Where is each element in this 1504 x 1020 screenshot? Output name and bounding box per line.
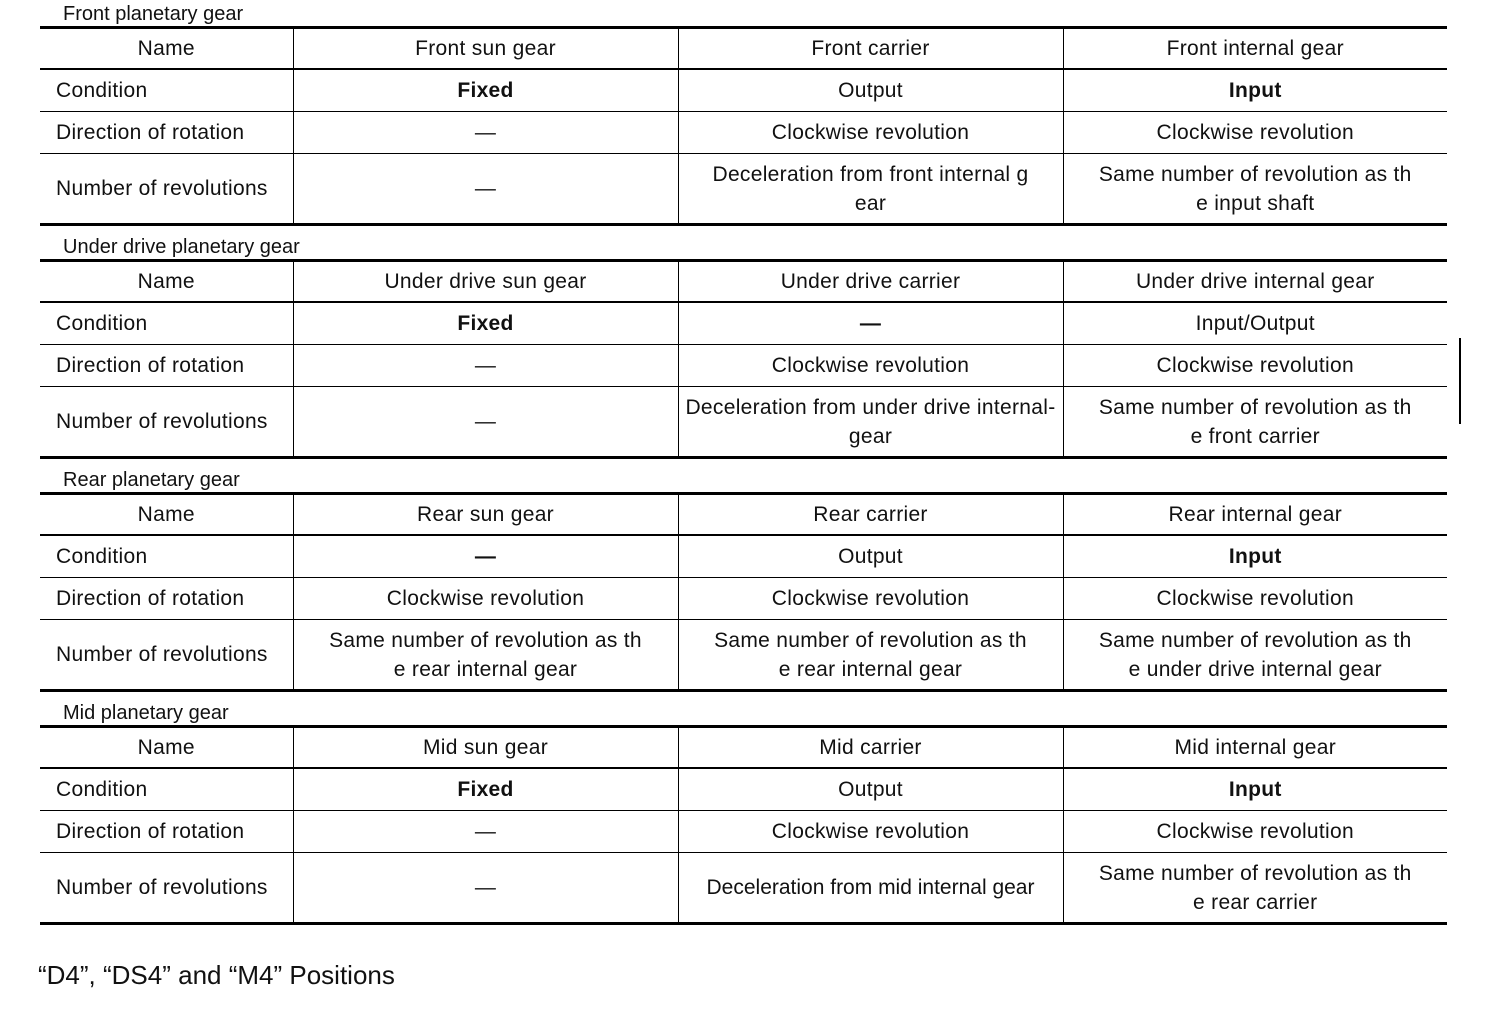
mid-planetary-gear-table <box>40 725 1447 925</box>
table-cell: Front carrier <box>678 28 1063 69</box>
section-title: Under drive planetary gear <box>63 236 300 258</box>
table-row-condition <box>40 535 1447 578</box>
front-planetary-gear-table <box>40 26 1447 226</box>
table-cell: Front sun gear <box>293 28 678 69</box>
table-cell: Fixed <box>293 768 678 811</box>
table-row-revolutions <box>40 853 1447 924</box>
table-row-direction <box>40 112 1447 154</box>
table-cell: Front internal gear <box>1063 28 1447 69</box>
table-cell-wrap: Same number of revolution as th e front carrier <box>1063 387 1447 458</box>
table-cell: Output <box>678 768 1063 811</box>
rear-planetary-gear-table <box>40 492 1447 692</box>
row-label: Name <box>40 28 293 69</box>
row-label: Direction of rotation <box>40 345 293 387</box>
row-label: Number of revolutions <box>40 853 293 924</box>
row-label: Number of revolutions <box>40 154 293 225</box>
table-cell: Input/Output <box>1063 302 1447 345</box>
row-label: Condition <box>40 535 293 578</box>
table-cell: Input <box>1063 768 1447 811</box>
footer-caption: “D4”, “DS4” and “M4” Positions <box>38 960 395 990</box>
row-label: Name <box>40 494 293 535</box>
row-label: Direction of rotation <box>40 811 293 853</box>
table-cell-wrap: Same number of revolution as th e input shaft <box>1063 154 1447 225</box>
table-cell: Clockwise revolution <box>1063 578 1447 620</box>
table-cell: — <box>293 387 678 458</box>
table-cell: Clockwise revolution <box>678 345 1063 387</box>
table-cell: Rear sun gear <box>293 494 678 535</box>
table-cell: Clockwise revolution <box>293 578 678 620</box>
table-row-direction <box>40 345 1447 387</box>
table-cell-wrap: Same number of revolution as th e rear internal gear <box>293 620 678 691</box>
table-row-revolutions <box>40 620 1447 691</box>
revision-change-bar <box>1459 338 1461 424</box>
table-cell: Clockwise revolution <box>1063 811 1447 853</box>
row-label: Name <box>40 727 293 768</box>
table-cell: Output <box>678 69 1063 112</box>
under-drive-planetary-gear-section <box>40 233 1447 459</box>
table-cell: Fixed <box>293 302 678 345</box>
table-row-direction <box>40 578 1447 620</box>
table-cell: Under drive carrier <box>678 261 1063 302</box>
table-cell: — <box>678 302 1063 345</box>
table-cell: Input <box>1063 69 1447 112</box>
table-cell: Rear internal gear <box>1063 494 1447 535</box>
rear-planetary-gear-section <box>40 466 1447 692</box>
table-row-condition <box>40 302 1447 345</box>
mid-planetary-gear-section <box>40 699 1447 925</box>
section-title: Mid planetary gear <box>63 702 229 724</box>
table-cell-wrap: Same number of revolution as th e rear carrier <box>1063 853 1447 924</box>
row-label: Direction of rotation <box>40 578 293 620</box>
table-cell: — <box>293 811 678 853</box>
table-cell: Output <box>678 535 1063 578</box>
table-cell: Mid sun gear <box>293 727 678 768</box>
table-cell: Mid internal gear <box>1063 727 1447 768</box>
table-cell: Clockwise revolution <box>1063 112 1447 154</box>
table-row-condition <box>40 768 1447 811</box>
table-cell: Deceleration from mid internal gear <box>678 853 1063 924</box>
section-title: Front planetary gear <box>63 3 244 25</box>
front-planetary-gear-section <box>40 0 1447 226</box>
table-cell: Under drive sun gear <box>293 261 678 302</box>
row-label: Number of revolutions <box>40 620 293 691</box>
table-cell: — <box>293 853 678 924</box>
row-label: Condition <box>40 768 293 811</box>
table-cell: — <box>293 154 678 225</box>
table-cell: Clockwise revolution <box>1063 345 1447 387</box>
table-cell-wrap: Deceleration from front internal g ear <box>678 154 1063 225</box>
row-label: Condition <box>40 69 293 112</box>
row-label: Direction of rotation <box>40 112 293 154</box>
table-cell: — <box>293 112 678 154</box>
table-row-direction <box>40 811 1447 853</box>
table-row-name <box>40 494 1447 535</box>
table-row-revolutions <box>40 387 1447 458</box>
table-cell: — <box>293 535 678 578</box>
table-row-name <box>40 28 1447 69</box>
section-title: Rear planetary gear <box>63 469 240 491</box>
table-cell-wrap: Deceleration from under drive internal- gear <box>678 387 1063 458</box>
table-cell: — <box>293 345 678 387</box>
table-cell: Clockwise revolution <box>678 578 1063 620</box>
table-cell: Clockwise revolution <box>678 112 1063 154</box>
under-drive-planetary-gear-table <box>40 259 1447 459</box>
table-cell: Clockwise revolution <box>678 811 1063 853</box>
row-label: Name <box>40 261 293 302</box>
table-row-name <box>40 727 1447 768</box>
table-cell: Input <box>1063 535 1447 578</box>
table-row-revolutions <box>40 154 1447 225</box>
table-row-condition <box>40 69 1447 112</box>
table-cell: Mid carrier <box>678 727 1063 768</box>
table-cell: Rear carrier <box>678 494 1063 535</box>
table-row-name <box>40 261 1447 302</box>
table-cell-wrap: Same number of revolution as th e under drive internal gear <box>1063 620 1447 691</box>
document-page <box>40 0 1447 925</box>
table-cell-wrap: Same number of revolution as th e rear internal gear <box>678 620 1063 691</box>
row-label: Condition <box>40 302 293 345</box>
row-label: Number of revolutions <box>40 387 293 458</box>
table-cell: Under drive internal gear <box>1063 261 1447 302</box>
table-cell: Fixed <box>293 69 678 112</box>
